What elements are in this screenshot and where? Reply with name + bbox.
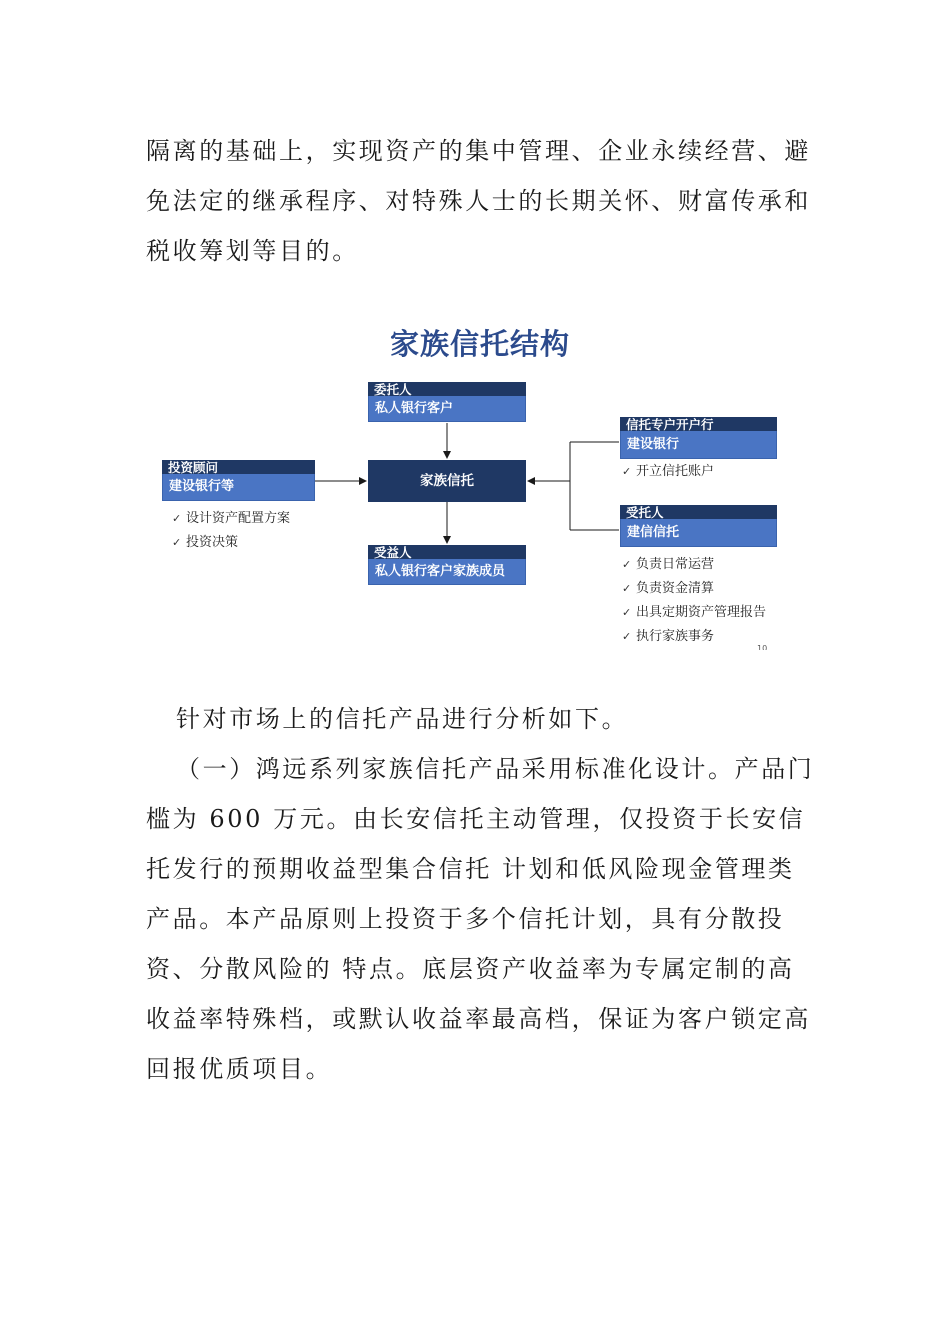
custodian-duties bbox=[622, 460, 714, 484]
advisor-box bbox=[162, 460, 315, 501]
diagram-title: 家族信托结构 bbox=[389, 327, 570, 361]
trustee-name: 建信信托 bbox=[620, 519, 777, 547]
check-icon: ✓ bbox=[622, 582, 632, 595]
duty-item: ✓ 负责资金清算 bbox=[622, 577, 766, 601]
trustee-duties bbox=[622, 553, 766, 649]
paragraph-analysis-intro: 针对市场上的信托产品进行分析如下。 bbox=[176, 705, 629, 733]
trustee-box bbox=[620, 505, 777, 547]
trustee-role: 受托人 bbox=[620, 505, 777, 519]
paragraph-hongyuan: （一）鸿远系列家族信托产品采用标准化设计。产品门槛为 600 万元。由长安信托主动管理，仅投资于长安信托发行的预期收益型集合信托 计划和低风险现金管理类产品。本产品原则上投资于多个信托计划，具有分散投资、分散风险的 特点。底层资产收益率为专属定制的高收益率特殊档，或默认收益率最高档，保证为客户锁定高回报优质项目。 bbox=[146, 755, 815, 1083]
settlor-role: 委托人 bbox=[368, 382, 526, 396]
advisor-duties bbox=[172, 507, 290, 555]
duty-item: ✓ 执行家族事务 bbox=[622, 625, 766, 649]
beneficiary-role: 受益人 bbox=[368, 545, 526, 559]
beneficiary-name: 私人银行客户家族成员 bbox=[368, 559, 526, 585]
trust-center-box: 家族信托 bbox=[368, 460, 526, 502]
beneficiary-box bbox=[368, 545, 526, 585]
duty-item: ✓ 负责日常运营 bbox=[622, 553, 766, 577]
slide-page-number: 10 bbox=[757, 644, 768, 650]
check-icon: ✓ bbox=[622, 606, 632, 619]
custodian-box bbox=[620, 417, 777, 459]
check-icon: ✓ bbox=[622, 630, 632, 643]
check-icon: ✓ bbox=[622, 558, 632, 571]
settlor-name: 私人银行客户 bbox=[368, 396, 526, 422]
duty-item: ✓ 开立信托账户 bbox=[622, 460, 714, 484]
check-icon: ✓ bbox=[172, 512, 182, 525]
check-icon: ✓ bbox=[172, 536, 182, 549]
custodian-role: 信托专户开户行 bbox=[620, 417, 777, 431]
duty-item: ✓ 投资决策 bbox=[172, 531, 290, 555]
duty-item: ✓ 设计资产配置方案 bbox=[172, 507, 290, 531]
check-icon: ✓ bbox=[622, 465, 632, 478]
settlor-box bbox=[368, 382, 526, 422]
advisor-role: 投资顾问 bbox=[162, 460, 315, 474]
advisor-name: 建设银行等 bbox=[162, 474, 315, 501]
paragraph-intro: 隔离的基础上，实现资产的集中管理、企业永续经营、避免法定的继承程序、对特殊人士的长期关怀、财富传承和税收筹划等目的。 bbox=[146, 137, 811, 265]
duty-item: ✓ 出具定期资产管理报告 bbox=[622, 601, 766, 625]
custodian-name: 建设银行 bbox=[620, 431, 777, 459]
